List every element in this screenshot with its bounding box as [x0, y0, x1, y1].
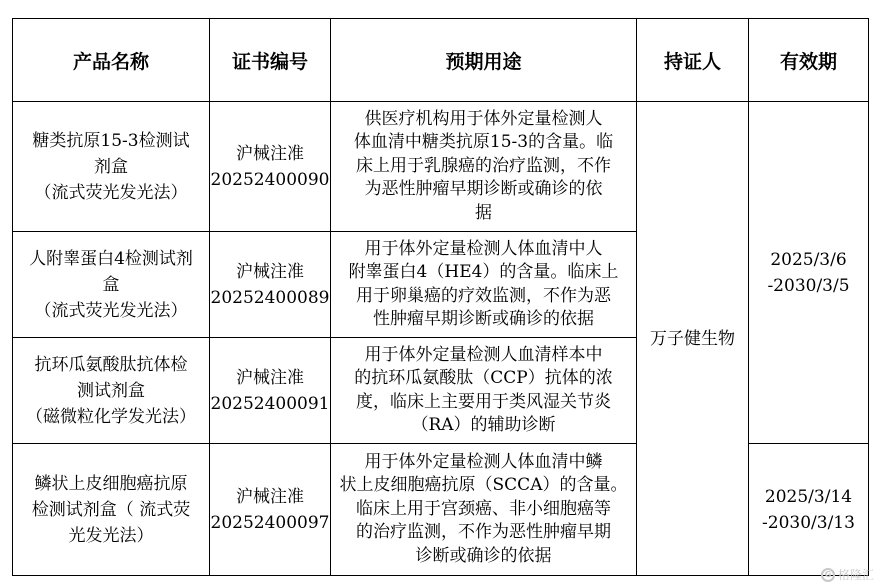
product-name-cell	[13, 102, 210, 232]
header-product-name: 产品名称	[13, 19, 210, 102]
validity-line: 2025/3/14	[764, 486, 853, 507]
header-validity: 有效期	[749, 19, 869, 102]
product-name-line: 糖类抗原15-3检测试	[32, 130, 190, 151]
certificate-line: 沪械注准	[236, 261, 304, 282]
certificate-line: 沪械注准	[236, 486, 304, 507]
header-row	[13, 19, 869, 102]
intended-use-cell	[331, 444, 637, 576]
header-holder: 持证人	[637, 19, 749, 102]
intended-use-line: 用于体外定量检测人血清样本中	[364, 344, 603, 365]
product-name-line: 光发光法）	[68, 525, 154, 546]
certificate-number-cell	[210, 444, 331, 576]
intended-use-line: 的抗环瓜氨酸肽（CCP）抗体的浓	[354, 368, 613, 388]
intended-use-cell	[331, 338, 637, 444]
product-name-line: 检测试剂盒（ 流式荧	[31, 499, 191, 520]
intended-use-line: 临床上用于宫颈癌、非小细胞癌等	[356, 498, 611, 519]
product-name-line: 剂盒	[94, 156, 128, 177]
certificate-number-cell	[210, 338, 331, 444]
intended-use-line: 为恶性肿瘤早期诊断或确诊的依	[364, 179, 603, 200]
validity-cell	[749, 444, 869, 576]
product-name-line: （流式荧光发光法）	[34, 182, 188, 203]
intended-use-line: 用于体外定量检测人体血清中人	[364, 238, 603, 259]
intended-use-line: 状上皮细胞癌抗原（SCCA）的含量。	[339, 475, 628, 496]
gelonghui-logo-icon: G	[821, 568, 835, 582]
table-row	[13, 102, 869, 232]
intended-use-line: 附睾蛋白4（HE4）的含量。临床上	[348, 262, 619, 282]
certificate-number-cell	[210, 102, 331, 232]
product-name-cell	[13, 338, 210, 444]
product-name-line: 抗环瓜氨酸肽抗体检	[34, 354, 188, 375]
intended-use-line: 性肿瘤早期诊断或确诊的依据	[373, 309, 594, 329]
product-name-line: （流式荧光发光法）	[34, 300, 188, 321]
certificate-line: 20252400097	[210, 512, 330, 533]
intended-use-line: 用于体外定量检测人体血清中鳞	[364, 451, 603, 472]
intended-use-line: 体血清中糖类抗原15-3的含量。临	[353, 132, 614, 153]
watermark-text: 格隆汇	[837, 568, 874, 582]
product-name-cell	[13, 444, 210, 576]
intended-use-line: 供医疗机构用于体外定量检测人	[364, 108, 603, 129]
intended-use-line: （RA）的辅助诊断	[411, 415, 556, 435]
intended-use-line: 度，临床上主要用于类风湿关节炎	[356, 391, 611, 412]
product-name-line: （磁微粒化学发光法）	[26, 406, 196, 427]
validity-line: -2030/3/13	[762, 512, 855, 533]
intended-use-line: 诊断或确诊的依据	[415, 545, 552, 566]
holder-cell: 万子健生物	[637, 102, 749, 576]
intended-use-cell	[331, 232, 637, 338]
certificate-number-cell	[210, 232, 331, 338]
certificate-line: 沪械注准	[236, 367, 304, 388]
certificate-line: 20252400090	[210, 169, 330, 190]
intended-use-line: 的治疗监测，不作为恶性肿瘤早期	[356, 522, 611, 543]
product-name-line: 测试剂盒	[77, 380, 145, 401]
validity-line: 2025/3/6	[770, 249, 847, 270]
registration-table	[12, 18, 869, 576]
validity-cell	[749, 102, 869, 444]
certificate-line: 沪械注准	[236, 143, 304, 164]
intended-use-line: 用于卵巢癌的疗效监测，不作为恶	[356, 285, 611, 306]
certificate-line: 20252400089	[210, 287, 330, 308]
validity-line: -2030/3/5	[767, 275, 850, 296]
product-name-line: 鳞状上皮细胞癌抗原	[34, 473, 188, 494]
watermark	[821, 566, 874, 583]
intended-use-cell	[331, 102, 637, 232]
header-certificate-number: 证书编号	[210, 19, 331, 102]
intended-use-line: 据	[475, 202, 492, 223]
header-intended-use: 预期用途	[331, 19, 637, 102]
product-name-cell	[13, 232, 210, 338]
intended-use-line: 床上用于乳腺癌的治疗监测，不作	[356, 155, 611, 176]
product-name-line: 人附睾蛋白4检测试剂	[29, 248, 193, 269]
product-name-line: 盒	[102, 274, 120, 295]
certificate-line: 20252400091	[210, 393, 330, 414]
